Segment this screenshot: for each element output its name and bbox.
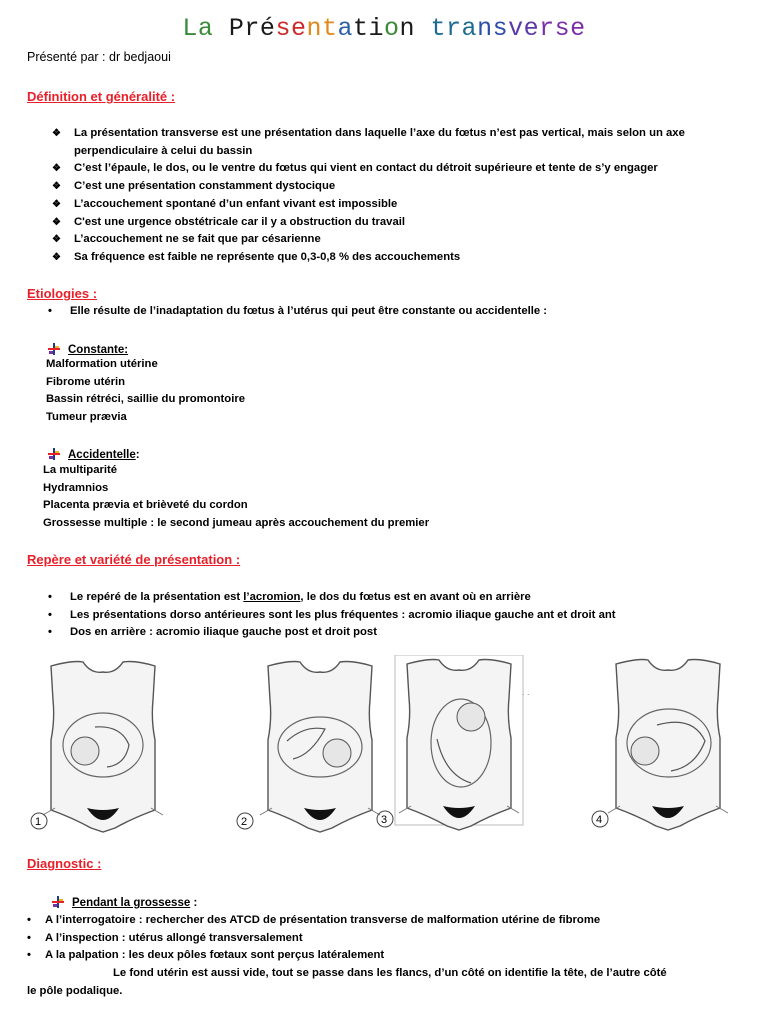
list-item: • A l’interrogatoire : rechercher des ATCD de présentation transverse de malformation utérine de fibrome — [27, 912, 747, 930]
constante-list — [46, 356, 245, 427]
list-item: Malformation utérine — [46, 358, 158, 370]
figure-label: 4 — [596, 814, 603, 826]
stray-dots: . . — [522, 687, 530, 697]
definition-heading: Définition et généralité : — [27, 89, 176, 104]
list-item: Tumeur prævia — [46, 411, 127, 424]
diamond-bullet-icon: ❖ — [52, 163, 61, 175]
list-item: Bassin rétréci, saillie du promontoire — [46, 393, 246, 406]
bullet-icon: • — [48, 626, 52, 639]
bullet-icon: • — [48, 591, 52, 603]
diamond-bullet-icon: ❖ — [52, 216, 61, 228]
title-segment: n — [399, 14, 416, 43]
list-item: ❖ C’est une présentation constamment dystocique — [52, 178, 752, 196]
title-segment: La — [182, 14, 214, 43]
repere-heading: Repère et variété de présentation : — [27, 552, 241, 567]
list-item: La multiparité — [43, 464, 118, 476]
diamond-bullet-icon: ❖ — [52, 251, 61, 263]
list-item: • A l’inspection : utérus allongé transversalement — [27, 930, 747, 948]
list-item: ❖ La présentation transverse est une présentation dans laquelle l’axe du fœtus n’est pas vertical, mais selon un axe — [52, 125, 752, 143]
figure-label: 3 — [381, 814, 388, 826]
diamond-bullet-icon: ❖ — [52, 181, 61, 193]
title-segment: ve — [508, 14, 540, 43]
constante-subheading: Constante: — [48, 340, 128, 358]
diamond-bullet-icon: ❖ — [52, 198, 61, 210]
title-segment: o — [384, 14, 400, 43]
diagnostic-list — [27, 912, 747, 1001]
definition-list — [52, 125, 752, 267]
torso-figure-2 — [237, 662, 380, 833]
title-segment: nt — [306, 14, 338, 43]
page-title — [0, 14, 768, 43]
bullet-icon: • — [27, 931, 31, 944]
bullet-icon: • — [27, 914, 31, 926]
accidentelle-list — [43, 462, 429, 533]
torso-illustrations — [25, 655, 760, 835]
title-segment — [415, 14, 431, 43]
paragraph-line: le pôle podalique. — [27, 984, 123, 997]
list-item: ❖ C’est l’épaule, le dos, ou le ventre du fœtus qui vient en contact du détroit supérieure et tente de s’y engager — [52, 160, 752, 178]
list-item: Grossesse multiple : le second jumeau après accouchement du premier — [43, 517, 430, 530]
diamond-bullet-icon: ❖ — [52, 128, 61, 139]
list-item: Hydramnios — [43, 481, 109, 494]
repere-list — [48, 589, 758, 642]
title-segment: tra — [430, 14, 478, 43]
title-segment: a — [337, 14, 353, 43]
etiologies-intro: • Elle résulte de l’inadaptation du fœtus à l’utérus qui peut être constante ou accidentelle : — [48, 303, 748, 321]
figure-label: 1 — [35, 816, 42, 828]
list-item: • Les présentations dorso antérieures sont les plus fréquentes : acromio iliaque gauche ant et droit ant — [48, 607, 758, 625]
paragraph-line: Le fond utérin est aussi vide, tout se passe dans les flancs, d’un côté on identifie la tête, de l’autre côté — [113, 967, 667, 980]
list-item: ❖ Sa fréquence est faible ne représente que 0,3-0,8 % des accouchements — [52, 249, 752, 267]
list-item: • Dos en arrière : acromio iliaque gauche post et droit post — [48, 624, 758, 642]
grossesse-subheading: Pendant la grossesse : — [52, 893, 197, 911]
accidentelle-subheading: Accidentelle: — [48, 445, 140, 463]
list-item: Placenta prævia et brièveté du cordon — [43, 499, 248, 512]
list-item: • A la palpation : les deux pôles fœtaux sont perçus latéralement — [27, 947, 747, 965]
list-item: Fibrome utérin — [46, 375, 126, 388]
list-item: ❖ L’accouchement ne se fait que par césarienne — [52, 231, 752, 249]
colored-bars-bullet-icon — [52, 896, 64, 908]
etiologies-heading: Etiologies : — [27, 286, 98, 301]
bullet-icon: • — [27, 949, 31, 962]
title-segment: Pré — [228, 14, 276, 43]
title-segment: ns — [477, 14, 509, 43]
figure-label: 2 — [241, 816, 248, 828]
list-item: ❖ L’accouchement spontané d’un enfant vivant est impossible — [52, 196, 752, 214]
torso-figure-1 — [31, 662, 163, 833]
bullet-icon: • — [48, 608, 52, 621]
list-item: • Le repéré de la présentation est l’acromion, le dos du fœtus est en avant où en arrière — [48, 589, 758, 607]
colored-bars-bullet-icon — [48, 343, 60, 355]
title-segment: ti — [352, 14, 384, 43]
bullet-icon: • — [48, 305, 52, 317]
diagnostic-heading: Diagnostic : — [27, 856, 102, 871]
list-item: ❖ C'est une urgence obstétricale car il y a obstruction du travail — [52, 214, 752, 232]
list-item-continuation: perpendiculaire à celui du bassin — [74, 144, 253, 157]
title-segment — [213, 14, 229, 43]
torso-figure-3 — [377, 655, 523, 830]
colored-bars-bullet-icon — [48, 448, 60, 460]
torso-figure-4 — [592, 660, 728, 831]
title-segment: rse — [539, 14, 586, 43]
diamond-bullet-icon: ❖ — [52, 234, 61, 246]
author-line: Présenté par : dr bedjaoui — [27, 50, 171, 64]
title-segment: se — [275, 14, 307, 43]
